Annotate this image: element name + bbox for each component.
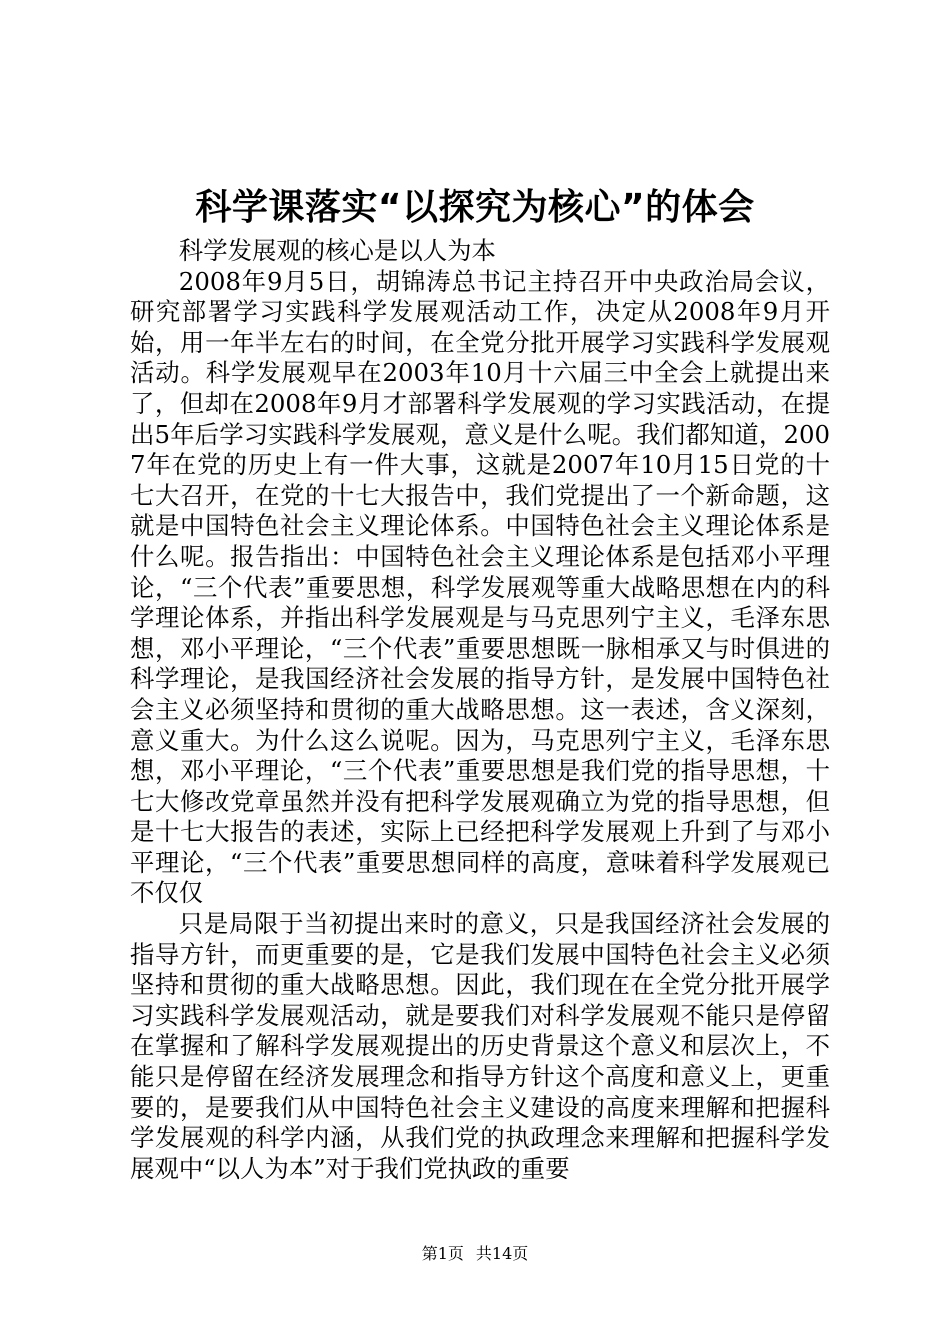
page-footer [0, 1244, 950, 1264]
paragraph-2: 只是局限于当初提出来时的意义，只是我国经济社会发展的指导方针，而更重要的是，它是我们发展中国特色社会主义必须坚持和贯彻的重大战略思想。因此，我们现在在全党分批开展学习实践科学发展观活动，就是要我们对科学发展观不能只是停留在掌握和了解科学发展观提出的历史背景这个意义和层次上，不能只是停留在经济发展理念和指导方针这个高度和意义上，更重要的，是要我们从中国特色社会主义建设的高度来理解和把握科学发展观的科学内涵，从我们党的执政理念来理解和把握科学发展观中“以人为本”对于我们党执政的重要 [130, 909, 830, 1183]
paragraph-subtitle: 科学发展观的核心是以人为本 [178, 236, 496, 265]
page-number: 第1页 [421, 1244, 464, 1263]
paragraph-1: 2008年9月5日，胡锦涛总书记主持召开中央政治局会议，研究部署学习实践科学发展观活动工作，决定从2008年9月开始，用一年半左右的时间，在全党分批开展学习实践科学发展观活动。科学发展观早在2003年10月十六届三中全会上就提出来了，但却在2008年9月才部署科学发展观的学习实践活动，在提出5年后学习实践科学发展观，意义是什么呢。我们都知道，2007年在党的历史上有一件大事，这就是2007年10月15日党的十七大召开，在党的十七大报告中，我们党提出了一个新命题，这就是中国特色社会主义理论体系。中国特色社会主义理论体系是什么呢。报告指出：中国特色社会主义理论体系是包括邓小平理论，“三个代表”重要思想，科学发展观等重大战略思想在内的科学理论体系，并指出科学发展观是与马克思列宁主义，毛泽东思想，邓小平理论，“三个代表”重要思想既一脉相承又与时俱进的科学理论，是我国经济社会发展的指导方针，是发展中国特色社会主义必须坚持和贯彻的重大战略思想。这一表述，含义深刻，意义重大。为什么这么说呢。因为，马克思列宁主义，毛泽东思想，邓小平理论，“三个代表”重要思想是我们党的指导思想，十七大修改党章虽然并没有把科学发展观确立为党的指导思想，但是十七大报告的表述，实际上已经把科学发展观上升到了与邓小平理论，“三个代表”重要思想同样的高度，意味着科学发展观已不仅仅 [130, 266, 830, 908]
document-title: 科学课落实“以探究为核心”的体会 [195, 187, 755, 228]
document-body [130, 236, 830, 1184]
page-total: 共14页 [475, 1244, 529, 1263]
